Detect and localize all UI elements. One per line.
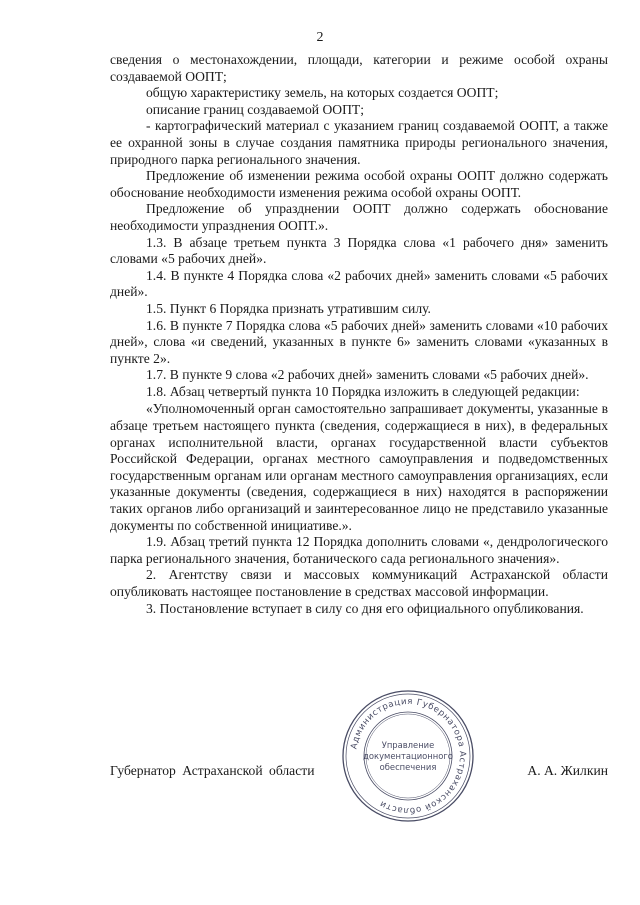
clause-3: 3. Постановление вступает в силу со дня его официального опубликования. <box>146 600 584 616</box>
svg-text:Управление: Управление <box>381 740 435 750</box>
paragraph-land-characteristics: общую характеристику земель, на которых создается ООПТ; <box>146 85 499 101</box>
paragraph-boundary-description: описание границ создаваемой ООПТ; <box>146 101 365 117</box>
clause-1-6: 1.6. В пункте 7 Порядка слова «5 рабочих дней» заменить словами «10 рабочих дней», слова «и сведений, указанных в пункте 6» заменить словами «указанных в пункте 2». <box>110 317 608 366</box>
clause-1-9: 1.9. Абзац третий пункта 12 Порядка дополнить словами «, дендрологического парка регионального значения, ботанического сада регионального значения». <box>110 534 608 566</box>
svg-text:обеспечения: обеспечения <box>379 762 437 772</box>
paragraph-regime-change: Предложение об изменении режима особой охраны ООПТ должно содержать обоснование необходимости изменения режима особой охраны ООПТ. <box>110 168 608 200</box>
clause-1-7: 1.7. В пункте 9 слова «2 рабочих дней» заменить словами «5 рабочих дней». <box>146 367 589 383</box>
clause-1-3: 1.3. В абзаце третьем пункта 3 Порядка слова «1 рабочего дня» заменить словами «5 рабочих дней». <box>110 234 608 267</box>
clause-2: 2. Агентству связи и массовых коммуникаций Астраханской области опубликовать настоящее постановление в средствах массовой информации. <box>110 567 608 599</box>
clause-1-8-quote: «Уполномоченный орган самостоятельно запрашивает документы, указанные в абзаце третьем настоящего пункта (сведения, содержащиеся в них), в федеральных органах исполнительной власти, органах государственной власти субъектов Российской Федерации, органах местного самоуправления и подведомственных государственным органам или органам местного самоуправления организациях, если указанные документы (сведения, содержащиеся в них) находятся в распоряжении таких органов либо организаций и заинтересованное лицо не представило указанные документы по собственной инициативе.». <box>110 401 608 533</box>
official-seal-stamp <box>338 686 478 826</box>
clause-1-5: 1.5. Пункт 6 Порядка признать утратившим силу. <box>146 300 431 316</box>
clause-1-4: 1.4. В пункте 4 Порядка слова «2 рабочих дней» заменить словами «5 рабочих дней». <box>110 267 608 300</box>
svg-text:документационного: документационного <box>363 751 453 761</box>
page-number: 2 <box>316 30 324 45</box>
clause-1-8: 1.8. Абзац четвертый пункта 10 Порядка изложить в следующей редакции: <box>146 383 580 399</box>
signatory-title: Губернатор Астраханской области <box>110 763 315 778</box>
paragraph-cartographic-material: - картографический материал с указанием границ создаваемой ООПТ, а также ее охранной зоны в случае создания памятника природы регионального значения, природного парка регионального значения. <box>110 118 608 167</box>
svg-text:Администрация Губернатора Астр: Администрация Губернатора Астраханской области <box>349 696 468 816</box>
paragraph-abolition: Предложение об упразднении ООПТ должно содержать обоснование необходимости упразднения ООПТ.». <box>110 201 608 233</box>
paragraph-location-info: сведения о местонахождении, площади, категории и режиме особой охраны создаваемой ООПТ; <box>110 52 608 84</box>
document-body <box>110 52 608 617</box>
signatory-name: А. А. Жилкин <box>527 763 608 778</box>
